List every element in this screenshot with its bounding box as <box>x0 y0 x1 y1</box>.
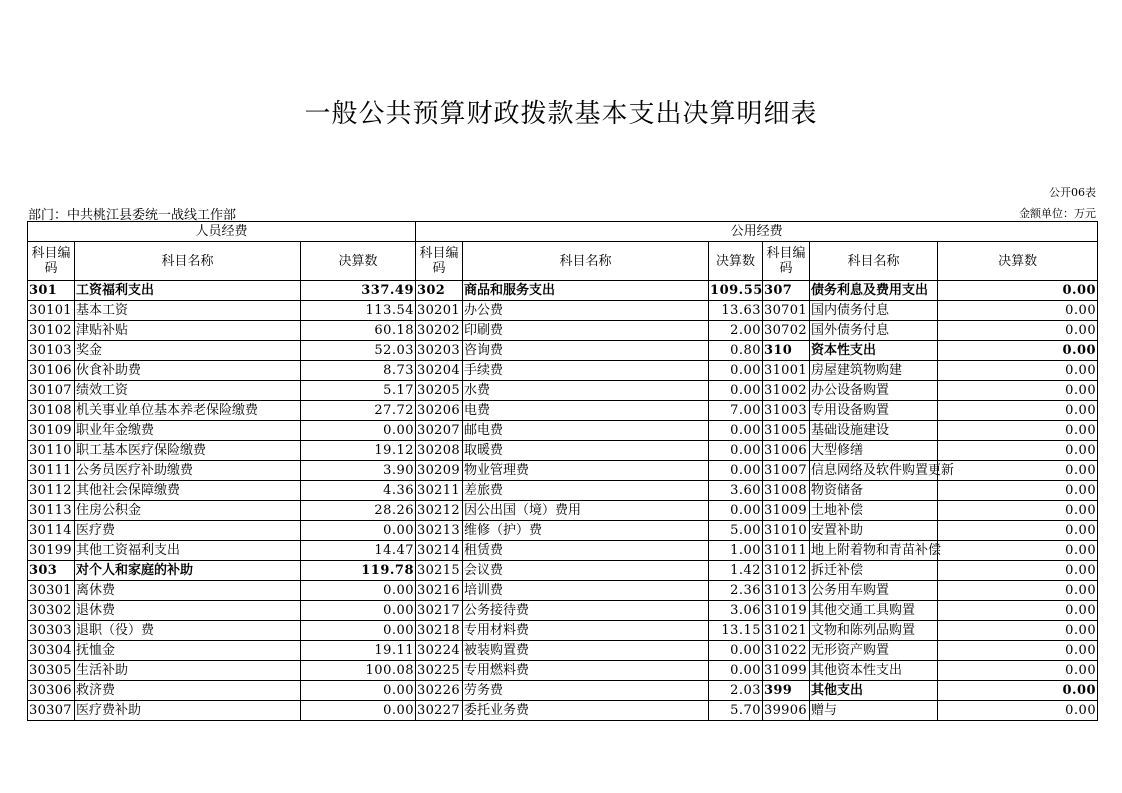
subject-code: 31099 <box>763 661 810 681</box>
subject-name: 劳务费 <box>463 681 709 701</box>
subject-name: 专用燃料费 <box>463 661 709 681</box>
amount: 2.36 <box>709 581 763 601</box>
subject-code: 399 <box>763 681 810 701</box>
amount: 0.00 <box>938 521 1098 541</box>
amount: 0.00 <box>938 561 1098 581</box>
subject-name: 地上附着物和青苗补偿 <box>810 541 938 561</box>
subject-name: 会议费 <box>463 561 709 581</box>
subject-code: 39906 <box>763 701 810 721</box>
subject-code: 30227 <box>416 701 463 721</box>
header-name: 科目名称 <box>463 242 709 281</box>
amount: 0.00 <box>301 601 416 621</box>
amount: 0.00 <box>709 421 763 441</box>
amount: 1.00 <box>709 541 763 561</box>
amount: 0.00 <box>938 381 1098 401</box>
subject-name: 住房公积金 <box>75 501 301 521</box>
subject-name: 退休费 <box>75 601 301 621</box>
subject-code: 30215 <box>416 561 463 581</box>
header-code: 科目编码 <box>28 242 75 281</box>
amount: 0.00 <box>938 501 1098 521</box>
subject-code: 30106 <box>28 361 75 381</box>
subject-name: 生活补助 <box>75 661 301 681</box>
subject-name: 信息网络及软件购置更新 <box>810 461 938 481</box>
subject-code: 30208 <box>416 441 463 461</box>
subject-code: 30204 <box>416 361 463 381</box>
subject-code: 30207 <box>416 421 463 441</box>
subject-code: 30218 <box>416 621 463 641</box>
page-title: 一般公共预算财政拨款基本支出决算明细表 <box>304 99 818 129</box>
subject-code: 30214 <box>416 541 463 561</box>
subject-code: 31007 <box>763 461 810 481</box>
amount: 0.00 <box>301 581 416 601</box>
amount: 1.42 <box>709 561 763 581</box>
amount: 19.11 <box>301 641 416 661</box>
amount: 52.03 <box>301 341 416 361</box>
subject-name: 赠与 <box>810 701 938 721</box>
subject-code: 30301 <box>28 581 75 601</box>
amount: 27.72 <box>301 401 416 421</box>
amount: 0.00 <box>938 541 1098 561</box>
subject-code: 31005 <box>763 421 810 441</box>
subject-name: 电费 <box>463 401 709 421</box>
subject-code: 30307 <box>28 701 75 721</box>
subject-code: 30305 <box>28 661 75 681</box>
subject-code: 30224 <box>416 641 463 661</box>
amount: 0.00 <box>938 281 1098 301</box>
subject-name: 安置补助 <box>810 521 938 541</box>
subject-code: 30107 <box>28 381 75 401</box>
subject-name: 手续费 <box>463 361 709 381</box>
subject-name: 印刷费 <box>463 321 709 341</box>
subject-code: 31013 <box>763 581 810 601</box>
amount: 0.00 <box>938 341 1098 361</box>
subject-code: 30701 <box>763 301 810 321</box>
subject-name: 水费 <box>463 381 709 401</box>
subject-code: 30306 <box>28 681 75 701</box>
table-row <box>28 321 1098 341</box>
amount: 0.00 <box>938 601 1098 621</box>
amount: 13.15 <box>709 621 763 641</box>
header-name: 科目名称 <box>75 242 301 281</box>
amount: 2.03 <box>709 681 763 701</box>
subject-name: 基本工资 <box>75 301 301 321</box>
subject-name: 基础设施建设 <box>810 421 938 441</box>
subject-name: 其他交通工具购置 <box>810 601 938 621</box>
subject-code: 30111 <box>28 461 75 481</box>
subject-name: 其他资本性支出 <box>810 661 938 681</box>
amount: 0.00 <box>938 321 1098 341</box>
subject-name: 其他工资福利支出 <box>75 541 301 561</box>
subject-code: 30206 <box>416 401 463 421</box>
table-row <box>28 341 1098 361</box>
subject-code: 31012 <box>763 561 810 581</box>
amount: 3.06 <box>709 601 763 621</box>
amount: 2.00 <box>709 321 763 341</box>
amount: 0.00 <box>709 361 763 381</box>
subject-code: 31003 <box>763 401 810 421</box>
amount: 3.60 <box>709 481 763 501</box>
group-personnel: 人员经费 <box>28 222 416 242</box>
subject-name: 无形资产购置 <box>810 641 938 661</box>
subject-code: 30303 <box>28 621 75 641</box>
subject-name: 专用设备购置 <box>810 401 938 421</box>
table-row <box>28 581 1098 601</box>
table-row <box>28 521 1098 541</box>
subject-name: 债务利息及费用支出 <box>810 281 938 301</box>
subject-code: 30304 <box>28 641 75 661</box>
amount: 0.00 <box>938 681 1098 701</box>
table-row <box>28 701 1098 721</box>
subject-name: 委托业务费 <box>463 701 709 721</box>
amount: 100.08 <box>301 661 416 681</box>
amount: 0.00 <box>301 701 416 721</box>
amount: 0.00 <box>938 401 1098 421</box>
subject-code: 30112 <box>28 481 75 501</box>
amount: 0.00 <box>938 621 1098 641</box>
amount: 119.78 <box>301 561 416 581</box>
subject-code: 31002 <box>763 381 810 401</box>
table-row <box>28 381 1098 401</box>
amount: 0.00 <box>709 461 763 481</box>
amount: 113.54 <box>301 301 416 321</box>
subject-name: 专用材料费 <box>463 621 709 641</box>
subject-code: 31006 <box>763 441 810 461</box>
group-public: 公用经费 <box>416 222 1098 242</box>
subject-name: 国内债务付息 <box>810 301 938 321</box>
table-row <box>28 561 1098 581</box>
subject-name: 办公设备购置 <box>810 381 938 401</box>
subject-name: 拆迁补偿 <box>810 561 938 581</box>
amount: 0.00 <box>938 441 1098 461</box>
subject-name: 房屋建筑物购建 <box>810 361 938 381</box>
form-number: 公开06表 <box>1049 186 1096 199</box>
amount: 60.18 <box>301 321 416 341</box>
subject-name: 租赁费 <box>463 541 709 561</box>
table-row <box>28 641 1098 661</box>
table-row <box>28 501 1098 521</box>
header-code: 科目编码 <box>763 242 810 281</box>
subject-name: 培训费 <box>463 581 709 601</box>
subject-code: 30211 <box>416 481 463 501</box>
expenditure-table <box>27 221 1098 721</box>
table-row <box>28 621 1098 641</box>
subject-name: 大型修缮 <box>810 441 938 461</box>
amount: 3.90 <box>301 461 416 481</box>
header-amount: 决算数 <box>938 242 1098 281</box>
amount: 0.00 <box>301 521 416 541</box>
subject-code: 307 <box>763 281 810 301</box>
group-header-row <box>28 222 1098 242</box>
subject-code: 31009 <box>763 501 810 521</box>
amount-unit-label: 金额单位：万元 <box>1019 207 1096 220</box>
subject-name: 职工基本医疗保险缴费 <box>75 441 301 461</box>
table-row <box>28 461 1098 481</box>
amount: 0.00 <box>709 641 763 661</box>
header-amount: 决算数 <box>709 242 763 281</box>
column-header-row <box>28 242 1098 281</box>
subject-name: 公务用车购置 <box>810 581 938 601</box>
subject-name: 因公出国（境）费用 <box>463 501 709 521</box>
amount: 0.00 <box>938 301 1098 321</box>
amount: 0.00 <box>938 641 1098 661</box>
subject-code: 30108 <box>28 401 75 421</box>
subject-name: 其他支出 <box>810 681 938 701</box>
amount: 13.63 <box>709 301 763 321</box>
subject-code: 30109 <box>28 421 75 441</box>
subject-name: 抚恤金 <box>75 641 301 661</box>
subject-code: 30702 <box>763 321 810 341</box>
subject-name: 医疗费 <box>75 521 301 541</box>
subject-name: 被装购置费 <box>463 641 709 661</box>
subject-code: 31011 <box>763 541 810 561</box>
subject-name: 商品和服务支出 <box>463 281 709 301</box>
amount: 14.47 <box>301 541 416 561</box>
subject-name: 邮电费 <box>463 421 709 441</box>
subject-name: 国外债务付息 <box>810 321 938 341</box>
subject-code: 30302 <box>28 601 75 621</box>
amount: 0.00 <box>301 421 416 441</box>
subject-code: 31021 <box>763 621 810 641</box>
amount: 8.73 <box>301 361 416 381</box>
subject-name: 资本性支出 <box>810 341 938 361</box>
subject-code: 30217 <box>416 601 463 621</box>
subject-name: 救济费 <box>75 681 301 701</box>
subject-code: 30102 <box>28 321 75 341</box>
subject-name: 物资储备 <box>810 481 938 501</box>
table-row <box>28 301 1098 321</box>
subject-code: 30226 <box>416 681 463 701</box>
amount: 0.00 <box>709 381 763 401</box>
amount: 0.00 <box>301 621 416 641</box>
subject-code: 30203 <box>416 341 463 361</box>
amount: 0.00 <box>938 461 1098 481</box>
subject-name: 津贴补贴 <box>75 321 301 341</box>
amount: 337.49 <box>301 281 416 301</box>
amount: 109.55 <box>709 281 763 301</box>
subject-code: 31019 <box>763 601 810 621</box>
amount: 4.36 <box>301 481 416 501</box>
subject-name: 职业年金缴费 <box>75 421 301 441</box>
subject-code: 30216 <box>416 581 463 601</box>
subject-name: 咨询费 <box>463 341 709 361</box>
amount: 5.70 <box>709 701 763 721</box>
subject-code: 30225 <box>416 661 463 681</box>
amount: 19.12 <box>301 441 416 461</box>
subject-name: 医疗费补助 <box>75 701 301 721</box>
subject-code: 30101 <box>28 301 75 321</box>
amount: 0.00 <box>938 481 1098 501</box>
subject-code: 30212 <box>416 501 463 521</box>
table-row <box>28 401 1098 421</box>
subject-code: 30205 <box>416 381 463 401</box>
subject-name: 公务员医疗补助缴费 <box>75 461 301 481</box>
subject-name: 公务接待费 <box>463 601 709 621</box>
amount: 5.00 <box>709 521 763 541</box>
subject-name: 机关事业单位基本养老保险缴费 <box>75 401 301 421</box>
subject-code: 30201 <box>416 301 463 321</box>
table-row <box>28 361 1098 381</box>
subject-name: 土地补偿 <box>810 501 938 521</box>
header-name: 科目名称 <box>810 242 938 281</box>
amount: 0.00 <box>301 681 416 701</box>
subject-name: 文物和陈列品购置 <box>810 621 938 641</box>
amount: 0.00 <box>938 581 1098 601</box>
table-row <box>28 681 1098 701</box>
amount: 0.00 <box>709 661 763 681</box>
subject-code: 30202 <box>416 321 463 341</box>
table-row <box>28 281 1098 301</box>
subject-name: 办公费 <box>463 301 709 321</box>
subject-name: 物业管理费 <box>463 461 709 481</box>
subject-code: 31001 <box>763 361 810 381</box>
amount: 0.00 <box>938 361 1098 381</box>
subject-name: 差旅费 <box>463 481 709 501</box>
amount: 0.00 <box>938 661 1098 681</box>
amount: 28.26 <box>301 501 416 521</box>
subject-name: 绩效工资 <box>75 381 301 401</box>
subject-code: 31008 <box>763 481 810 501</box>
subject-name: 奖金 <box>75 341 301 361</box>
subject-code: 30199 <box>28 541 75 561</box>
subject-code: 310 <box>763 341 810 361</box>
subject-code: 302 <box>416 281 463 301</box>
table-row <box>28 481 1098 501</box>
subject-code: 30209 <box>416 461 463 481</box>
subject-code: 30114 <box>28 521 75 541</box>
subject-name: 离休费 <box>75 581 301 601</box>
subject-code: 30113 <box>28 501 75 521</box>
subject-code: 31010 <box>763 521 810 541</box>
amount: 0.00 <box>709 441 763 461</box>
amount: 0.80 <box>709 341 763 361</box>
header-code: 科目编码 <box>416 242 463 281</box>
subject-name: 取暖费 <box>463 441 709 461</box>
subject-code: 30213 <box>416 521 463 541</box>
table-row <box>28 541 1098 561</box>
table-row <box>28 441 1098 461</box>
subject-name: 对个人和家庭的补助 <box>75 561 301 581</box>
department-label: 部门：中共桃江县委统一战线工作部 <box>28 208 237 223</box>
subject-code: 31022 <box>763 641 810 661</box>
amount: 0.00 <box>709 501 763 521</box>
subject-code: 30110 <box>28 441 75 461</box>
subject-name: 工资福利支出 <box>75 281 301 301</box>
amount: 0.00 <box>938 701 1098 721</box>
table-row <box>28 421 1098 441</box>
subject-name: 伙食补助费 <box>75 361 301 381</box>
subject-name: 其他社会保障缴费 <box>75 481 301 501</box>
amount: 7.00 <box>709 401 763 421</box>
header-amount: 决算数 <box>301 242 416 281</box>
table-row <box>28 601 1098 621</box>
amount: 0.00 <box>938 421 1098 441</box>
amount: 5.17 <box>301 381 416 401</box>
subject-code: 30103 <box>28 341 75 361</box>
table-row <box>28 661 1098 681</box>
subject-name: 维修（护）费 <box>463 521 709 541</box>
subject-code: 303 <box>28 561 75 581</box>
subject-code: 301 <box>28 281 75 301</box>
subject-name: 退职（役）费 <box>75 621 301 641</box>
